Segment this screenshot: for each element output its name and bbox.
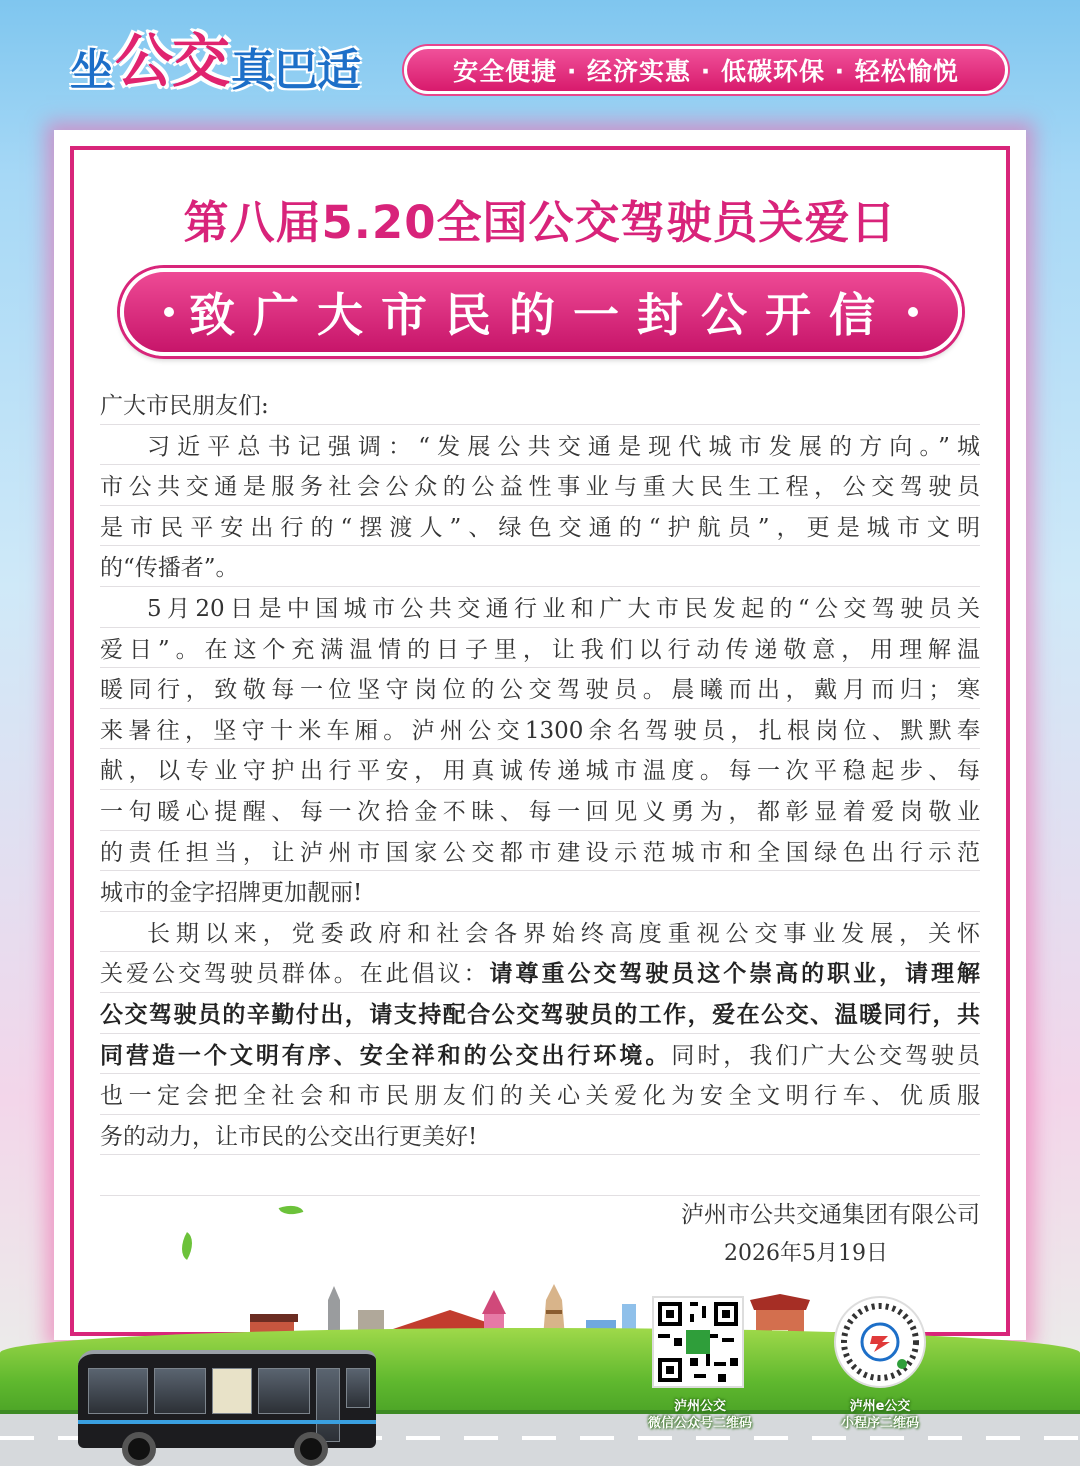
bus-window [154, 1368, 206, 1414]
wheel-icon [294, 1432, 328, 1466]
wechat-qr-code [652, 1296, 744, 1388]
body-line: 爱日”。在这个充满温情的日子里，让我们以行动传递敬意，用理解温 [100, 628, 980, 669]
city-scene [0, 1280, 1080, 1466]
mini-program-qr-code [834, 1296, 926, 1388]
body-line: 是市民平安出行的“摆渡人”、绿色交通的“护航员”，更是城市文明 [100, 506, 980, 547]
wheel-icon [122, 1432, 156, 1466]
bus-window [88, 1368, 148, 1414]
body-text: 同时，我们广大公交驾驶员 [671, 1042, 981, 1069]
mini-program-code-icon [836, 1298, 924, 1386]
body-line: 5月20日是中国城市公共交通行业和广大市民发起的“公交驾驶员关 [100, 587, 980, 628]
bullet-left [164, 307, 174, 317]
logo-part-2: 公交 [115, 27, 230, 95]
logo [70, 28, 360, 98]
qr-caption-line1: 泸州e公交 [849, 1399, 911, 1414]
slogan-banner: 安全便捷 · 经济实惠 · 低碳环保 · 轻松愉悦 [404, 46, 1008, 94]
qr-pattern-icon [654, 1298, 742, 1386]
bus-door [316, 1368, 340, 1442]
body-line-bold [100, 993, 980, 1034]
letter-date: 2026年5月19日 [724, 1241, 888, 1266]
bus-window [212, 1368, 252, 1414]
body-line: 长期以来，党委政府和社会各界始终高度重视公交事业发展，关怀 [100, 912, 980, 953]
logo-part-1: 坐 [70, 45, 113, 96]
letter-subtitle: 致广大市民的一封公开信 [189, 288, 893, 342]
salutation: 广大市民朋友们: [100, 384, 980, 425]
body-line: 一句暖心提醒、每一次拾金不昧、每一回见义勇为，都彰显着爱岗敬业 [100, 790, 980, 831]
body-line: 习近平总书记强调：“发展公共交通是现代城市发展的方向。”城 [100, 425, 980, 466]
appeal-text: 公交驾驶员的辛勤付出，请支持配合公交驾驶员的工作，爱在公交、温暖同行，共 [100, 1001, 980, 1028]
header [0, 0, 1080, 120]
body-line-mixed [100, 952, 980, 993]
appeal-text: 同营造一个文明有序、安全祥和的公交出行环境。 [100, 1042, 672, 1069]
body-line: 城市的金字招牌更加靓丽! [100, 871, 980, 912]
bus-windshield [346, 1368, 370, 1408]
bus-icon [78, 1350, 376, 1448]
body-line: 市公共交通是服务社会公众的公益性事业与重大民生工程，公交驾驶员 [100, 465, 980, 506]
bus-stripe [78, 1420, 376, 1424]
qr-caption-line2: 微信公众号二维码 [647, 1416, 752, 1431]
qr-caption-line1: 泸州公交 [673, 1399, 726, 1414]
body-line: 的“传播者”。 [100, 546, 980, 587]
body-line: 也一定会把全社会和市民朋友们的关心关爱化为安全文明行车、优质服 [100, 1074, 980, 1115]
subtitle-banner [120, 268, 962, 356]
letter-title: 第八届5.20全国公交驾驶员关爱日 [183, 196, 897, 249]
letter-body [100, 384, 980, 1196]
mini-program-qr-caption [818, 1398, 942, 1432]
signature: 泸州市公共交通集团有限公司 [681, 1202, 980, 1228]
body-line: 务的动力，让市民的公交出行更美好! [100, 1115, 980, 1156]
bullet-right [908, 307, 918, 317]
bus-window [258, 1368, 310, 1414]
appeal-text: 请尊重公交驾驶员这个崇高的职业，请理解 [489, 961, 981, 988]
body-line: 来暑往，坚守十米车厢。泸州公交1300余名驾驶员，扎根岗位、默默奉 [100, 709, 980, 750]
blank-line [100, 1155, 980, 1196]
body-text: 关爱公交驾驶员群体。在此倡议： [100, 961, 490, 988]
body-line: 的责任担当，让泸州市国家公交都市建设示范城市和全国绿色出行示范 [100, 831, 980, 872]
qr-caption-line2: 小程序二维码 [840, 1416, 919, 1431]
body-line: 暖同行，致敬每一位坚守岗位的公交驾驶员。晨曦而出，戴月而归；寒 [100, 668, 980, 709]
logo-part-3: 真巴适 [231, 45, 361, 96]
wechat-qr-caption [638, 1398, 762, 1432]
body-line-mixed [100, 1034, 980, 1075]
body-line: 献，以专业守护出行平安，用真诚传递城市温度。每一次平稳起步、每 [100, 749, 980, 790]
